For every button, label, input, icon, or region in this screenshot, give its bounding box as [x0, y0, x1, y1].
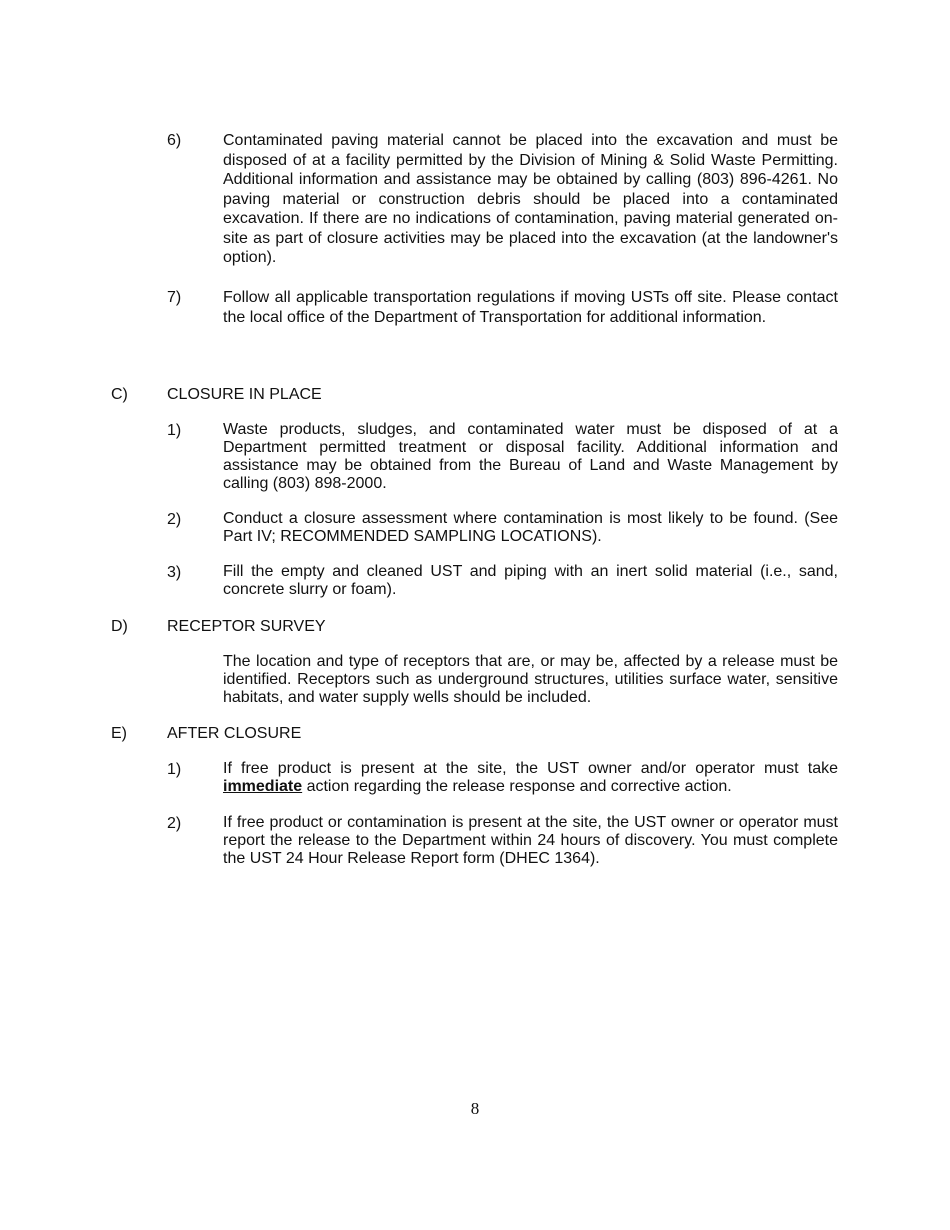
item-number: 7)	[167, 289, 182, 306]
item-number: 1)	[167, 422, 182, 439]
item-number: 6)	[167, 132, 182, 149]
section-letter: C)	[111, 386, 128, 403]
list-item	[167, 814, 838, 868]
section-title: RECEPTOR SURVEY	[167, 618, 326, 635]
page-number: 8	[470, 1099, 480, 1118]
item-text-tail: action regarding the release response and corrective action.	[302, 778, 732, 795]
item-text: If free product or contamination is present at the site, the UST owner or operator must report the release to the Department within 24 hours of discovery. You must complete the UST 24 Hour Release Report form (DHEC 1364).	[223, 814, 838, 867]
list-item	[167, 510, 838, 546]
item-text: Conduct a closure assessment where contamination is most likely to be found. (See Part IV; RECOMMENDED SAMPLING LOCATIONS).	[223, 510, 838, 545]
item-number: 2)	[167, 511, 182, 528]
list-item	[167, 421, 838, 493]
item-text: Waste products, sludges, and contaminated water must be disposed of at a Department permitted treatment or disposal facility. Additional information and assistance may be obtained from the Bureau of Land and Waste Management by calling (803) 898-2000.	[223, 421, 838, 492]
paragraph	[167, 653, 838, 707]
list-item	[167, 563, 838, 599]
emphasis-immediate: immediate	[223, 778, 303, 795]
item-number: 1)	[167, 761, 182, 778]
item-text: Fill the empty and cleaned UST and piping with an inert solid material (i.e., sand, concrete slurry or foam).	[223, 563, 838, 598]
item-text: Follow all applicable transportation regulations if moving USTs off site. Please contact the local office of the Department of Transportation for additional information.	[223, 289, 838, 326]
section-letter: E)	[111, 725, 127, 742]
section-title: AFTER CLOSURE	[167, 725, 302, 742]
item-number: 3)	[167, 564, 182, 581]
section-letter: D)	[111, 618, 128, 635]
item-text-lead: If free product is present at the site, the UST owner and/or operator must take	[223, 760, 838, 777]
list-item	[167, 131, 838, 268]
section-text: The location and type of receptors that are, or may be, affected by a release must be identified. Receptors such as underground structures, utilities surface water, sensitive habitats, and water supply wells should be included.	[223, 653, 838, 706]
list-item	[167, 760, 838, 796]
item-text: Contaminated paving material cannot be placed into the excavation and must be disposed of at a facility permitted by the Division of Mining & Solid Waste Permitting. Additional information and assistance may be obtained by calling (803) 896-4261. No paving material or construction debris should be placed into a contaminated excavation. If there are no indications of contamination, paving material generated on-site as part of closure activities may be placed into the excavation (at the landowner's option).	[223, 132, 838, 266]
section-title: CLOSURE IN PLACE	[167, 386, 322, 403]
item-number: 2)	[167, 815, 182, 832]
item-text	[223, 760, 838, 796]
list-item	[167, 288, 838, 327]
